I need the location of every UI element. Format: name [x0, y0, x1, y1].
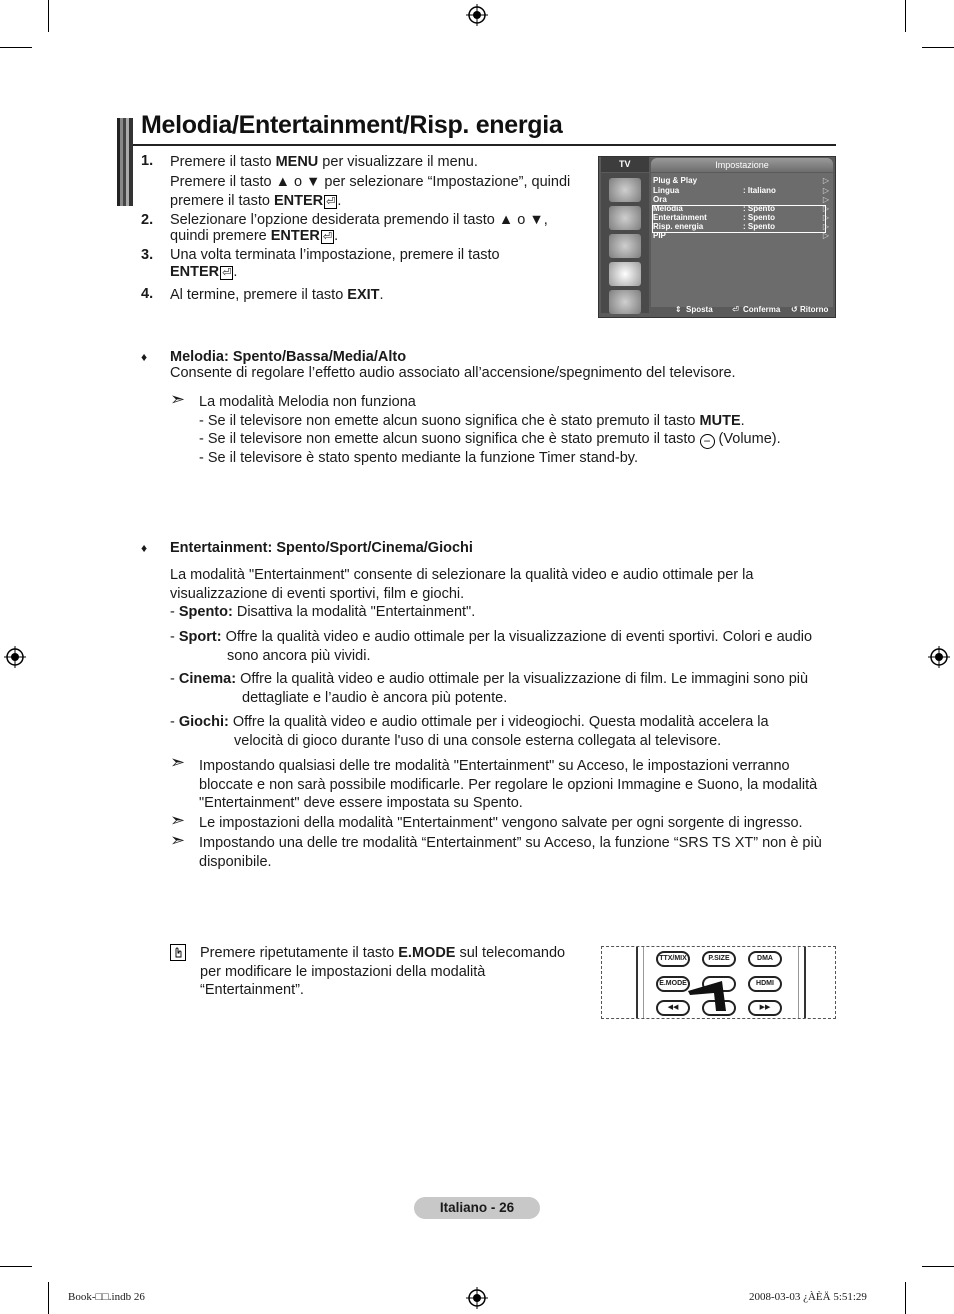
tv-menu-screenshot: [598, 156, 836, 318]
arrow-right-icon: ▷: [822, 213, 829, 222]
registration-mark-icon: [4, 646, 26, 668]
crop-mark: [48, 0, 49, 32]
entertainment-note-2: Le impostazioni della modalità "Entertainment" vengono salvate per ogni sorgente di ingresso.: [199, 815, 803, 831]
channel-icon: [609, 234, 641, 258]
remote-psize-button: P.SIZE: [702, 951, 736, 967]
setup-gear-icon: [609, 262, 641, 286]
registration-mark-icon: [928, 646, 950, 668]
osd-footer: ⇕ Sposta ⏎ Conferma ↺ Ritorno: [651, 303, 833, 317]
osd-row: Ora ▷: [653, 195, 829, 204]
remote-rewind-button: ◀◀: [656, 1000, 690, 1016]
entertainment-note-1: Impostando qualsiasi delle tre modalità "Entertainment" su Acceso, le impostazioni verranno bloccate e non sarà possibile modificarle. Per regolare le opzioni Immagine e Suono, la modalità "Entertainment" deve essere impostata su Spento.: [199, 758, 818, 811]
picture-icon: [609, 178, 641, 202]
osd-sidebar: [601, 173, 649, 313]
volume-minus-icon: −: [700, 434, 715, 449]
input-icon: [609, 290, 641, 314]
page-title: Melodia/Entertainment/Risp. energia: [141, 111, 563, 139]
crop-mark: [922, 1266, 954, 1267]
remote-edge: [636, 947, 644, 1019]
crop-mark: [0, 1266, 32, 1267]
enter-icon: ⏎: [322, 231, 333, 243]
crop-mark: [905, 1282, 906, 1314]
entertainment-cinema: - Cinema: Offre la qualità video e audio ottimale per la visualizzazione di film. Le immagini sono più dettagliate e l’audio è ancora più potente.: [170, 671, 809, 706]
osd-row: PIP ▷: [653, 231, 829, 240]
entertainment-heading: Entertainment: Spento/Sport/Cinema/Giochi: [170, 540, 473, 556]
tip-text: Premere ripetutamente il tasto E.MODE sul telecomando per modificare le impostazioni della modalità “Entertainment”.: [200, 945, 566, 998]
arrow-right-icon: ▷: [822, 222, 829, 231]
crop-mark: [48, 1282, 49, 1314]
note-arrow-icon: ➣: [170, 810, 186, 830]
pointer-arrow-icon: [686, 977, 736, 1015]
remote-ttx-button: TTX/MIX: [656, 951, 690, 967]
crop-mark: [922, 47, 954, 48]
osd-tv-label: TV: [601, 157, 649, 172]
updown-icon: ⇕: [675, 305, 682, 314]
crop-mark: [0, 47, 32, 48]
arrow-right-icon: ▷: [822, 176, 829, 185]
melodia-heading: Melodia: Spento/Bassa/Media/Alto: [170, 349, 407, 365]
sound-icon: [609, 206, 641, 230]
enter-icon: ⏎: [732, 305, 739, 314]
note-arrow-icon: ➣: [170, 389, 186, 409]
step-number: 4.: [141, 286, 154, 302]
arrow-right-icon: ▷: [822, 195, 829, 204]
melodia-description: Consente di regolare l’effetto audio associato all’accensione/spegnimento del televisore.: [170, 365, 736, 381]
osd-row: Melodia : Spento ▷: [653, 204, 829, 213]
melodia-bullet: ♦: [141, 350, 148, 364]
arrow-right-icon: ▷: [822, 204, 829, 213]
crop-mark: [905, 0, 906, 32]
remote-hdmi-button: HDMI: [748, 976, 782, 992]
enter-icon: ⏎: [326, 196, 336, 208]
melodia-note: La modalità Melodia non funziona - Se il televisore non emette alcun suono significa che è stato premuto il tasto MUTE. - Se il televisore non emette alcun suono significa che è stato premuto il tasto − (Volume). - Se il televisore è stato spento mediante la funzione Timer stand-by.: [199, 394, 781, 466]
entertainment-note-3: Impostando una delle tre modalità “Entertainment” su Acceso, la funzione “SRS TS XT” non è più disponibile.: [199, 835, 822, 870]
osd-selection-box: [652, 205, 826, 233]
step-3-text: Una volta terminata l’impostazione, premere il tasto ENTER ⏎ .: [170, 247, 500, 280]
note-arrow-icon: ➣: [170, 752, 186, 772]
remote-emode-button: E.MODE: [656, 976, 690, 992]
entertainment-bullet: ♦: [141, 541, 148, 555]
osd-row: Plug & Play ▷: [653, 176, 829, 185]
entertainment-giochi: - Giochi: Offre la qualità video e audio ottimale per i videogiochi. Questa modalità accelera la velocità di gioco durante l'uso di una console esterna collegata al televisore.: [170, 714, 769, 749]
remote-control-image: [601, 946, 836, 1019]
arrow-right-icon: ▷: [822, 186, 829, 195]
title-rule: [133, 144, 836, 146]
step-number: 1.: [141, 153, 154, 169]
arrow-right-icon: ▷: [822, 231, 829, 240]
registration-mark-icon: [466, 4, 488, 26]
step-1-text: Premere il tasto MENU per visualizzare il menu. Premere il tasto ▲ o ▼ per selezionare “Impostazione”, quindi premere il tasto ENTER ⏎ .: [170, 154, 571, 209]
return-icon: ↺: [791, 305, 798, 314]
remote-hand-icon: [170, 944, 186, 961]
remote-edge: [798, 947, 806, 1019]
note-arrow-icon: ➣: [170, 830, 186, 850]
step-2-text: Selezionare l’opzione desiderata premendo il tasto ▲ o ▼, quindi premere ENTER ⏎ .: [170, 212, 548, 244]
remote-dma-button: DMA: [748, 951, 782, 967]
entertainment-intro: La modalità "Entertainment" consente di selezionare la qualità video e audio ottimale per la visualizzazione di eventi sportivi, film e giochi. - Spento: Disattiva la modalità "Entertainment".: [170, 567, 754, 620]
osd-body: [651, 173, 833, 307]
osd-header: Impostazione: [651, 158, 833, 172]
step-number: 3.: [141, 247, 154, 263]
step-4-text: Al termine, premere il tasto EXIT.: [170, 287, 384, 303]
registration-mark-icon: [466, 1287, 488, 1309]
osd-row: Lingua : Italiano ▷: [653, 186, 829, 195]
osd-row: Entertainment : Spento ▷: [653, 213, 829, 222]
entertainment-sport: - Sport: Offre la qualità video e audio ottimale per la visualizzazione di eventi sportivi. Colori e audio sono ancora più vividi.: [170, 629, 813, 664]
osd-row: Risp. energia : Spento ▷: [653, 222, 829, 231]
step-number: 2.: [141, 212, 154, 228]
page-number-label: Italiano - 26: [414, 1197, 540, 1219]
footer-file-info: Book-□□.indb 26: [68, 1291, 145, 1303]
title-decoration: [117, 118, 133, 206]
footer-timestamp: 2008-03-03 ¿ÀÈÄ 5:51:29: [749, 1291, 867, 1303]
remote-forward-button: ▶▶: [748, 1000, 782, 1016]
enter-icon: ⏎: [222, 267, 232, 279]
